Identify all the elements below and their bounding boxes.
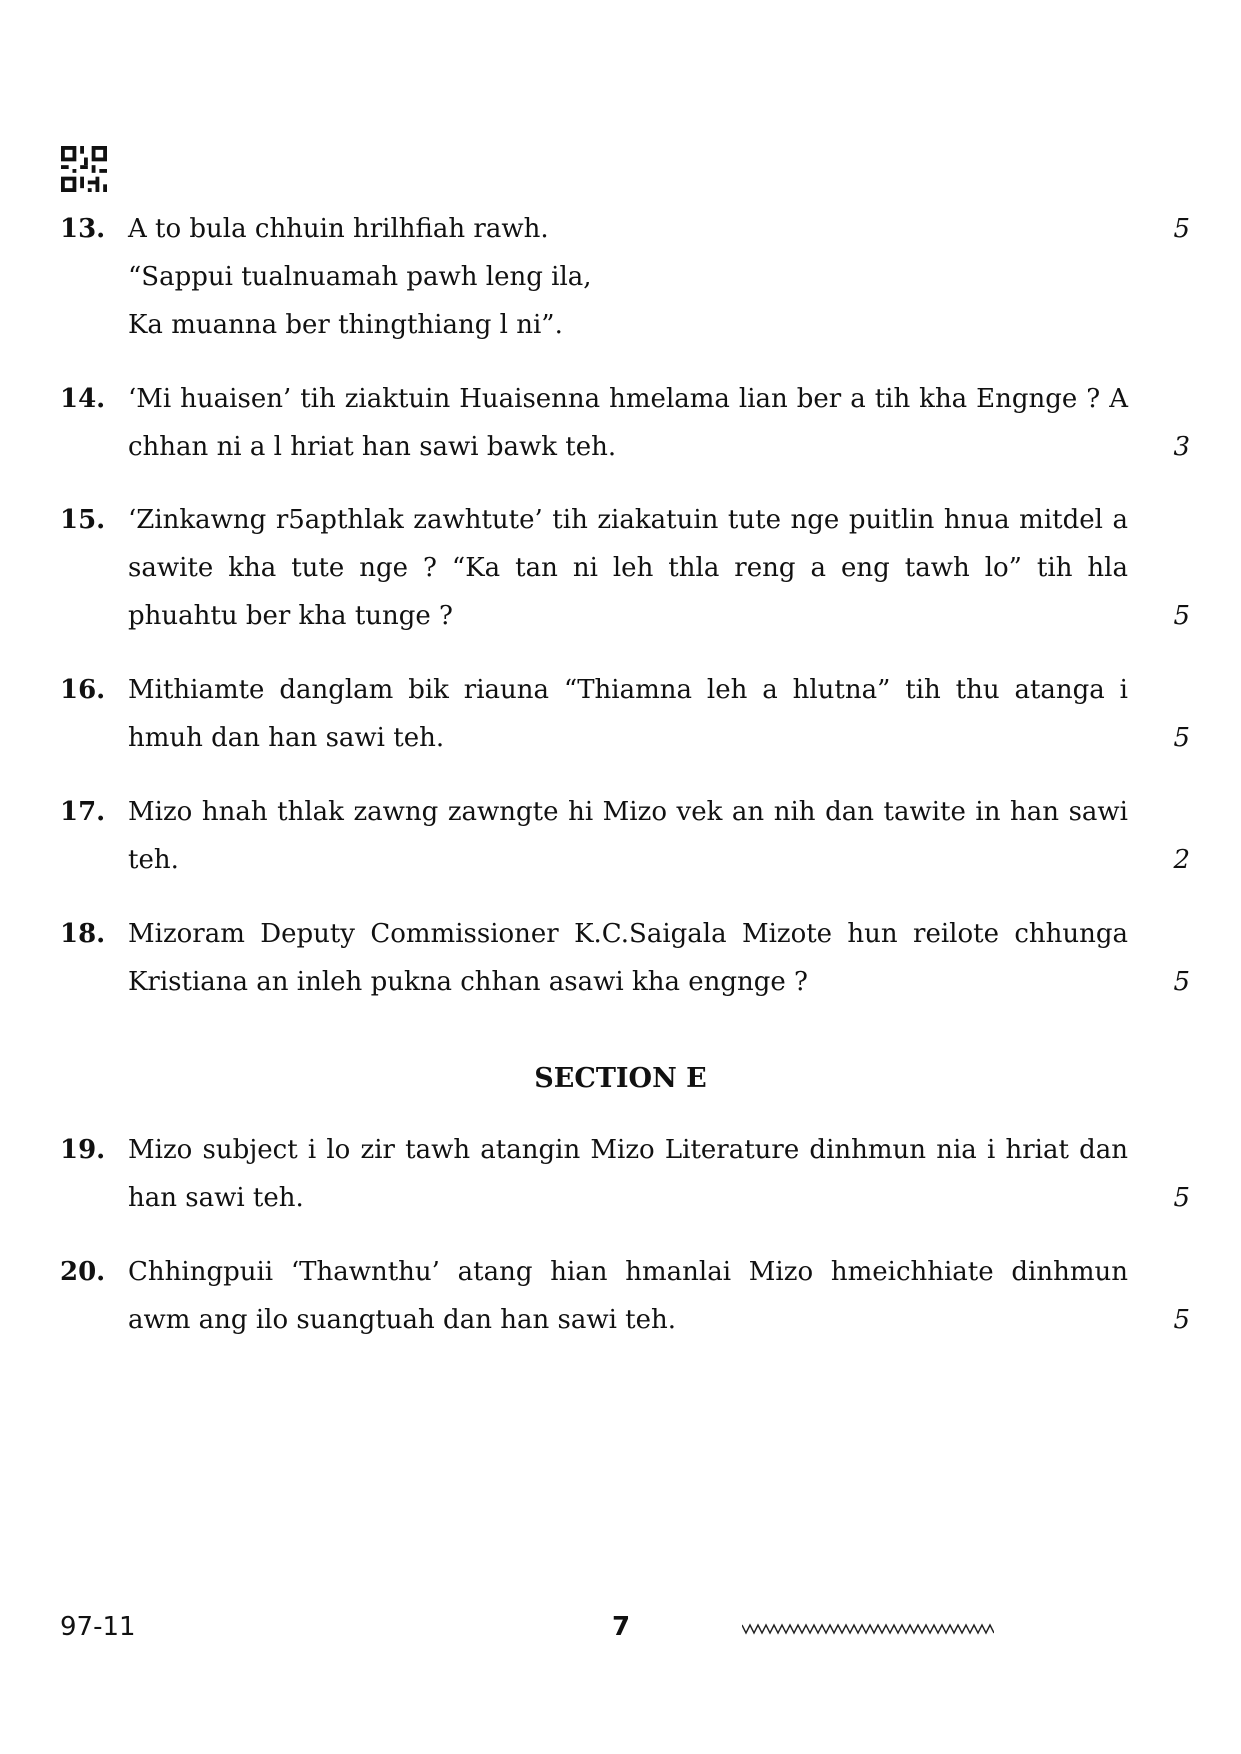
question-number: 15. xyxy=(60,505,106,535)
marks: 3 xyxy=(1173,432,1190,462)
question-text: Chhingpuii ‘Thawnthu’ atang hian hmanlai Mizo hmeichhiate dinhmun awm ang ilo suangtuah dan han sawi teh. xyxy=(128,1257,1128,1335)
question-number: 19. xyxy=(60,1135,106,1165)
marks: 5 xyxy=(1173,967,1190,997)
question-text: ‘Zinkawng r5apthlak zawhtute’ tih ziakatuin tute nge puitlin hnua mitdel a sawite kha tute nge ? “Ka tan ni leh thla reng a eng tawh lo” tih hla phuahtu ber kha tunge ? xyxy=(128,505,1128,631)
qr-code-icon xyxy=(60,146,108,192)
question-15 xyxy=(60,496,1190,640)
question-number: 17. xyxy=(60,797,106,827)
question-18 xyxy=(60,910,1190,1006)
question-number: 14. xyxy=(60,384,106,414)
section-heading: SECTION E xyxy=(534,1063,707,1094)
question-text: Mizo hnah thlak zawng zawngte hi Mizo vek an nih dan tawite in han sawi teh. xyxy=(128,797,1128,875)
poem-line: Ka muanna ber thingthiang l ni”. xyxy=(128,310,563,340)
question-20 xyxy=(60,1248,1190,1344)
question-text: ‘Mi huaisen’ tih ziaktuin Huaisenna hmelama lian ber a tih kha Engnge ? A chhan ni a l hriat han sawi bawk teh. xyxy=(128,384,1128,462)
poem-line: “Sappui tualnuamah pawh leng ila, xyxy=(128,262,592,292)
wavy-line-decoration xyxy=(742,1622,994,1636)
question-14 xyxy=(60,375,1190,471)
marks: 5 xyxy=(1173,214,1190,244)
question-19 xyxy=(60,1126,1190,1222)
question-13 xyxy=(60,205,1190,349)
marks: 5 xyxy=(1173,1305,1190,1335)
question-text: Mizo subject i lo zir tawh atangin Mizo Literature dinhmun nia i hriat dan han sawi teh. xyxy=(128,1135,1128,1213)
marks: 5 xyxy=(1173,601,1190,631)
question-number: 16. xyxy=(60,675,106,705)
paper-code: 97-11 xyxy=(60,1612,136,1642)
question-text: Mithiamte danglam bik riauna “Thiamna leh a hlutna” tih thu atanga i hmuh dan han sawi teh. xyxy=(128,675,1128,753)
question-number: 20. xyxy=(60,1257,106,1287)
marks: 5 xyxy=(1173,1183,1190,1213)
question-text: Mizoram Deputy Commissioner K.C.Saigala Mizote hun reilote chhunga Kristiana an inleh pukna chhan asawi kha engnge ? xyxy=(128,919,1128,997)
question-16 xyxy=(60,666,1190,762)
marks: 5 xyxy=(1173,723,1190,753)
marks: 2 xyxy=(1173,845,1190,875)
question-text xyxy=(128,205,1128,349)
question-line: A to bula chhuin hrilhfiah rawh. xyxy=(128,214,549,244)
question-17 xyxy=(60,788,1190,884)
question-number: 18. xyxy=(60,919,106,949)
page-number: 7 xyxy=(612,1612,631,1642)
question-number: 13. xyxy=(60,214,106,244)
